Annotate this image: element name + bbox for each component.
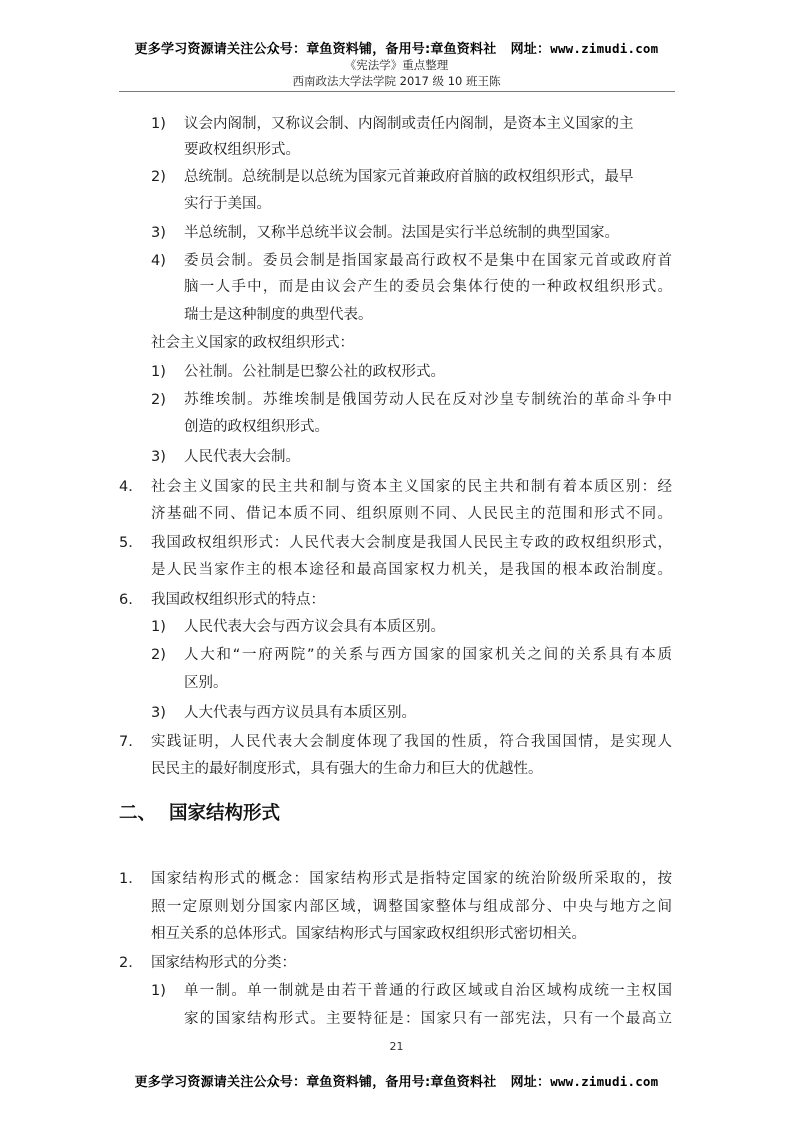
list-item-continuation <box>0 756 793 782</box>
list-item <box>0 614 793 640</box>
list-item-text: 脑一人手中，而是由议会产生的委员会集体行使的一种政权组织形式。 <box>184 279 672 295</box>
list-item-continuation <box>0 302 793 328</box>
list-item <box>0 248 793 274</box>
list-item-text: 总统制。总统制是以总统为国家元首兼政府首脑的政权组织形式，最早 <box>184 169 634 185</box>
list-item <box>0 220 793 246</box>
banner-url[interactable]: www.zimudi.com <box>550 1074 659 1089</box>
list-item-text: 民民主的最好制度形式，具有强大的生命力和巨大的优越性。 <box>151 761 543 777</box>
list-item <box>0 978 793 1004</box>
list-item-continuation <box>0 137 793 163</box>
list-item-text: 区别。 <box>184 675 228 691</box>
list-item-number: 1) <box>151 983 166 999</box>
list-item <box>0 359 793 385</box>
bottom-promo-banner <box>0 1071 793 1090</box>
list-item-text: 实践证明，人民代表大会制度体现了我国的性质，符合我国国情，是实现人 <box>151 734 672 750</box>
banner-text: 更多学习资源请关注公众号：章鱼资料铺，备用号:章鱼资料社 <box>134 1075 497 1090</box>
list-item-text: 委员会制。委员会制是指国家最高行政权不是集中在国家元首或政府首 <box>184 253 672 269</box>
list-item <box>0 642 793 668</box>
list-item-text: 照一定原则划分国家内部区域，调整国家整体与组成部分、中央与地方之间 <box>151 899 672 915</box>
list-item <box>0 700 793 726</box>
list-item <box>0 164 793 190</box>
list-item <box>0 530 793 556</box>
list-item-text: 单一制。单一制就是由若干普通的行政区域或自治区域构成统一主权国 <box>184 983 672 999</box>
list-item-text: 济基础不同、借记本质不同、组织原则不同、人民民主的范围和形式不同。 <box>151 506 672 522</box>
list-item-number: 5. <box>119 535 133 551</box>
list-item-text: 创造的政权组织形式。 <box>184 419 329 435</box>
page-number: 21 <box>389 1040 404 1053</box>
list-item-text: 相互关系的总体形式。国家结构形式与国家政权组织形式密切相关。 <box>151 926 586 942</box>
list-item <box>0 587 793 613</box>
list-item-number: 3) <box>151 705 166 721</box>
course-title: 《宪法学》重点整理 <box>344 58 449 72</box>
list-item-continuation <box>0 557 793 583</box>
list-item-number: 3) <box>151 449 166 465</box>
list-item-text: 我国政权组织形式：人民代表大会制度是我国人民民主专政的政权组织形式， <box>151 535 672 551</box>
list-item-number: 2) <box>151 392 166 408</box>
list-item <box>0 729 793 755</box>
list-item-continuation <box>0 330 793 356</box>
list-item-text: 议会内阁制，又称议会制、内阁制或责任内阁制，是资本主义国家的主 <box>184 116 634 132</box>
list-item-text: 半总统制，又称半总统半议会制。法国是实行半总统制的典型国家。 <box>184 225 619 241</box>
list-item <box>0 444 793 470</box>
list-item <box>0 866 793 892</box>
list-item <box>0 387 793 413</box>
list-item-number: 4) <box>151 253 166 269</box>
list-item-text: 国家结构形式的概念：国家结构形式是指特定国家的统治阶级所采取的，按 <box>151 871 672 887</box>
list-item-number: 7. <box>119 734 133 750</box>
banner-url-label: 网址： <box>510 42 551 57</box>
list-item-text: 瑞士是这种制度的典型代表。 <box>184 307 373 323</box>
list-item-number: 3) <box>151 225 166 241</box>
top-promo-banner <box>0 38 793 57</box>
list-item-text: 国家结构形式的分类： <box>151 955 296 971</box>
list-item-continuation <box>0 501 793 527</box>
list-item-text: 苏维埃制。苏维埃制是俄国劳动人民在反对沙皇专制统治的革命斗争中 <box>184 392 672 408</box>
list-item-number: 2. <box>119 955 133 971</box>
list-item-number: 4. <box>119 479 133 495</box>
list-item-text: 公社制。公社制是巴黎公社的政权形式。 <box>184 364 445 380</box>
list-item-text: 是人民当家作主的根本途径和最高国家权力机关，是我国的根本政治制度。 <box>151 562 672 578</box>
section-heading-text: 国家结构形式 <box>169 803 281 824</box>
list-item-text: 人民代表大会制。 <box>184 449 300 465</box>
list-item-text: 人大和“一府两院”的关系与西方国家的国家机关之间的关系具有本质 <box>184 647 672 663</box>
list-item-continuation <box>0 670 793 696</box>
section-heading-number: 二、 <box>119 803 157 824</box>
list-item-continuation <box>0 274 793 300</box>
list-item-number: 6. <box>119 592 133 608</box>
list-item-text: 实行于美国。 <box>184 196 271 212</box>
list-item-continuation <box>0 191 793 217</box>
header-divider <box>119 91 675 92</box>
list-item-number: 1) <box>151 116 166 132</box>
banner-text: 更多学习资源请关注公众号：章鱼资料铺，备用号:章鱼资料社 <box>134 42 497 57</box>
banner-url-label: 网址： <box>510 1075 551 1090</box>
list-item <box>0 111 793 137</box>
list-item-text: 社会主义国家的政权组织形式： <box>151 335 354 351</box>
list-item-number: 1) <box>151 619 166 635</box>
list-item-continuation <box>0 921 793 947</box>
list-item <box>0 950 793 976</box>
list-item-continuation <box>0 894 793 920</box>
list-item-number: 2) <box>151 169 166 185</box>
list-item-number: 1. <box>119 871 133 887</box>
list-item-number: 1) <box>151 364 166 380</box>
banner-url[interactable]: www.zimudi.com <box>550 41 659 56</box>
list-item-text: 人民代表大会与西方议会具有本质区别。 <box>184 619 445 635</box>
list-item-continuation <box>0 414 793 440</box>
list-item-text: 人大代表与西方议员具有本质区别。 <box>184 705 416 721</box>
list-item-text: 社会主义国家的民主共和制与资本主义国家的民主共和制有着本质区别：经 <box>151 479 672 495</box>
list-item-text: 家的国家结构形式。主要特征是：国家只有一部宪法，只有一个最高立 <box>184 1011 672 1027</box>
list-item-text: 要政权组织形式。 <box>184 142 300 158</box>
list-item-number: 2) <box>151 647 166 663</box>
list-item <box>0 474 793 500</box>
list-item-continuation <box>0 1006 793 1032</box>
list-item-text: 我国政权组织形式的特点： <box>151 592 325 608</box>
author-line: 西南政法大学法学院 2017 级 10 班王陈 <box>292 74 501 88</box>
